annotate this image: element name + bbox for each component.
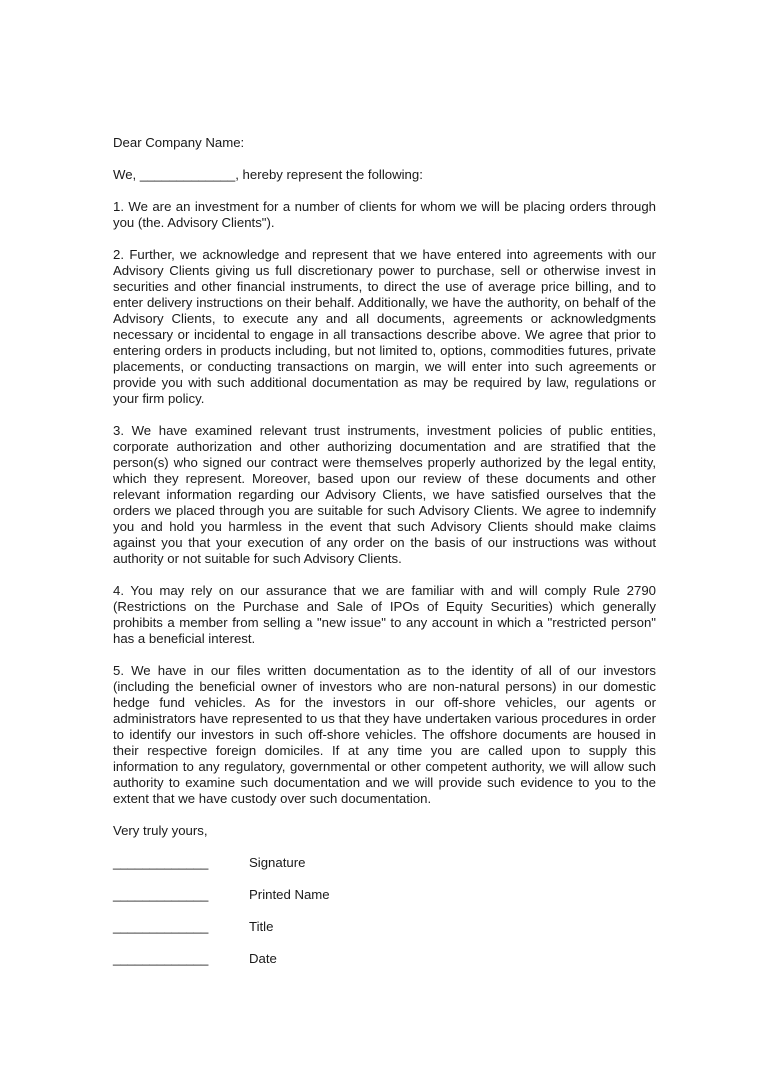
title-label: Title bbox=[249, 919, 274, 934]
paragraph-4: 4. You may rely on our assurance that we are familiar with and will comply Rule 2790 (Restrictions on the Purchase and Sale of IPOs of Equity Securities) which generally prohibits a member from selling a "new issue" to any account in which a "restricted person" has a beneficial interest. bbox=[113, 583, 656, 646]
title-blank-line: _____________ bbox=[113, 919, 209, 934]
date-blank-line: _____________ bbox=[113, 951, 209, 966]
signature-label: Signature bbox=[249, 855, 306, 870]
signature-row bbox=[113, 855, 656, 871]
letter-body bbox=[113, 135, 656, 983]
paragraph-5: 5. We have in our files written documentation as to the identity of all of our investors (including the beneficial owner of investors who are non-natural persons) in our domestic hedge fund vehicles. As for the investors in our off-shore vehicles, our agents or administrators have represented to us that they have undertaken various procedures in order to identify our investors in such off-shore vehicles. The offshore documents are housed in their respective foreign domiciles. If at any time you are called upon to supply this information to any regulatory, governmental or other competent authority, we will allow such authority to examine such documentation and we will provide such evidence to you to the extent that we have custody over such documentation. bbox=[113, 663, 656, 806]
printed-name-row bbox=[113, 887, 656, 903]
signature-block bbox=[113, 855, 656, 967]
salutation: Dear Company Name: bbox=[113, 135, 245, 150]
intro-line: We, _____________, hereby represent the following: bbox=[113, 167, 423, 182]
title-row bbox=[113, 919, 656, 935]
date-row bbox=[113, 951, 656, 967]
paragraph-3: 3. We have examined relevant trust instruments, investment policies of public entities, corporate authorization and other authorizing documentation and are stratified that the person(s) who signed our contract were themselves properly authorized by the legal entity, which they represent. Moreover, based upon our review of these documents and other relevant information regarding our Advisory Clients, we have satisfied ourselves that the orders we placed through you are suitable for such Advisory Clients. We agree to indemnify you and hold you harmless in the event that such Advisory Clients should make claims against you that your execution of any order on the basis of our instructions was without authority or not suitable for such Advisory Clients. bbox=[113, 423, 656, 566]
signature-blank-line: _____________ bbox=[113, 855, 209, 870]
paragraph-2: 2. Further, we acknowledge and represent that we have entered into agreements with our Advisory Clients giving us full discretionary power to purchase, sell or otherwise invest in securities and other financial instruments, to direct the use of average price billing, and to enter delivery instructions on their behalf. Additionally, we have the authority, on behalf of the Advisory Clients, to execute any and all documents, agreements or acknowledgments necessary or incidental to engage in all transactions describe above. We agree that prior to entering orders in products including, but not limited to, options, commodities futures, private placements, or conducting transactions on margin, we will enter into such agreements or provide you with such additional documentation as may be required by law, regulations or your firm policy. bbox=[113, 247, 656, 406]
date-label: Date bbox=[249, 951, 277, 966]
printed-name-label: Printed Name bbox=[249, 887, 330, 902]
paragraph-1: 1. We are an investment for a number of clients for whom we will be placing orders through you (the. Advisory Clients"). bbox=[113, 199, 656, 230]
closing: Very truly yours, bbox=[113, 823, 208, 838]
printed-name-blank-line: _____________ bbox=[113, 887, 209, 902]
